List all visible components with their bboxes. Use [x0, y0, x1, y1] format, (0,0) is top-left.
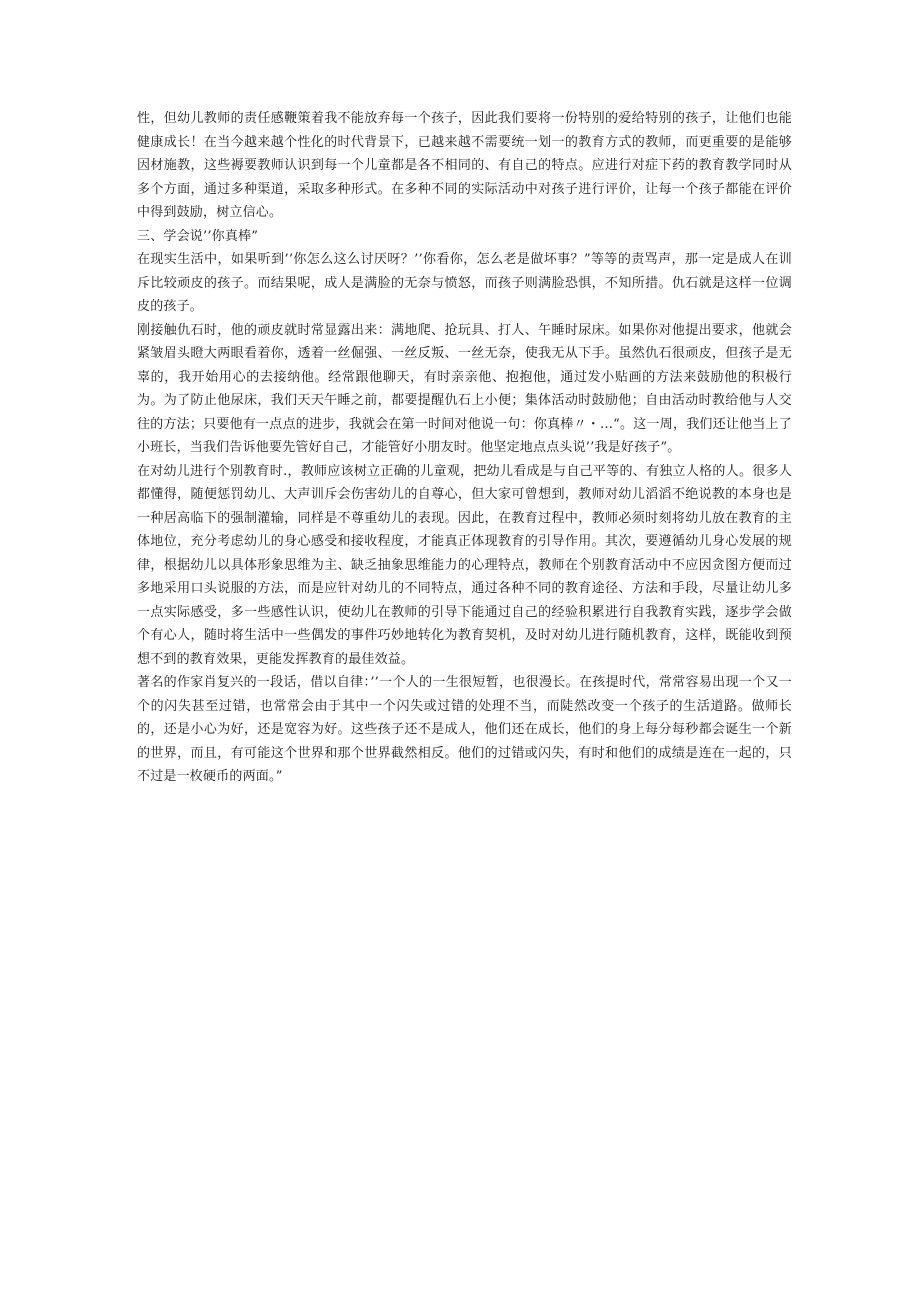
- section-heading: 三、学会说’’你真棒”: [137, 228, 259, 244]
- paragraph-qiu-shi: 刚接触仇石时，他的顽皮就时常显露出来：满地爬、抢玩具、打人、午睡时尿床。如果你对他提出要求，他就会紧皱眉头瞪大两眼看着你，透着一丝倔强、一丝反叛、一丝无奈，使我无从下手。虽然仇石很顽皮，但孩子是无辜的，我开始用心的去接纳他。经常跟他聊天，有时亲亲他、抱抱他，通过发小贴画的方法来鼓励他的积极行为。为了防止他尿床，我们天天午睡之前，都要提醒仇石上小便；集体活动时鼓励他；自由活动时教给他与人交往的方法；只要他有一点点的进步，我就会在第一时间对他说一句：你真棒〃・…“。这一周，我们还让他当上了小班长，当我们告诉他要先管好自己，才能管好小朋友时。他坚定地点点头说’’我是好孩子”。: [137, 322, 792, 455]
- paragraph-scolding: 在现实生活中，如果听到’’你怎么这么讨厌呀？’’你看你，怎么老是做坏事？”等等的责骂声，那一定是成人在训斥比较顽皮的孩子。而结果呢，成人是满脸的无奈与愤怒，而孩子则满脸恐惧，不知所措。仇石就是这样一位调皮的孩子。: [137, 252, 792, 314]
- paragraph-intro: 性，但幼儿教师的责任感鞭策着我不能放弃每一个孩子，因此我们要将一份特别的爱给特别的孩子，让他们也能健康成长！在当今越来越个性化的时代背景下，已越来越不需要统一划一的教育方式的教师，而更重要的是能够因材施教，这些褥要教师认识到每一个儿童都是各不相同的、有自己的特点。应进行对症下药的教育教学同时从多个方面，通过多种渠道，采取多种形式。在多种不同的实际活动中对孩子进行评价，让每一个孩子都能在评价中得到鼓励，树立信心。: [137, 111, 792, 220]
- document-body: [137, 107, 792, 789]
- paragraph-individual-education: 在对幼儿进行个别教育时.，教师应该树立正确的儿童观，把幼儿看成是与自己平等的、有独立人格的人。很多人都懂得，随便惩罚幼儿、大声训斥会伤害幼儿的自尊心，但大家可曾想到，教师对幼儿滔滔不绝说教的本身也是一种居高临下的强制灌输，同样是不尊重幼儿的表现。因此，在教育过程中，教师必须时刻将幼儿放在教育的主体地位，充分考虑幼儿的身心感受和接收程度，才能真正体现教育的引导作用。其次，要遵循幼儿身心发展的规律，根据幼儿以具体形象思维为主、缺乏抽象思维能力的心理特点，教师在个别教育活动中不应因贪图方便而过多地采用口头说服的方法，而是应针对幼儿的不同特点，通过各种不同的教育途径、方法和手段，尽量让幼儿多一点实际感受，多一些感性认识，使幼儿在教师的引导下能通过自己的经验积累进行自我教育实践，逐步学会做个有心人，随时将生活中一些偶发的事件巧妙地转化为教育契机，及时对幼儿进行随机教育，这样，既能收到预想不到的教育效果，更能发挥教育的最佳效益。: [137, 463, 792, 667]
- paragraph-quote: 著名的作家肖复兴的一段话，借以自律：’’一个人的一生很短暂，也很漫长。在孩提时代，常常容易出现一个又一个的闪失甚至过错，也常常会由于其中一个闪失或过错的处理不当，而陡然改变一个孩子的生活道路。做师长的，还是小心为好，还是宽容为好。这些孩子还不是成人，他们还在成长，他们的身上每分每秒都会诞生一个新的世界，而且，有可能这个世界和那个世界截然相反。他们的过错或闪失，有时和他们的成绩是连在一起的，只不过是一枚硬币的两面。”: [137, 675, 792, 784]
